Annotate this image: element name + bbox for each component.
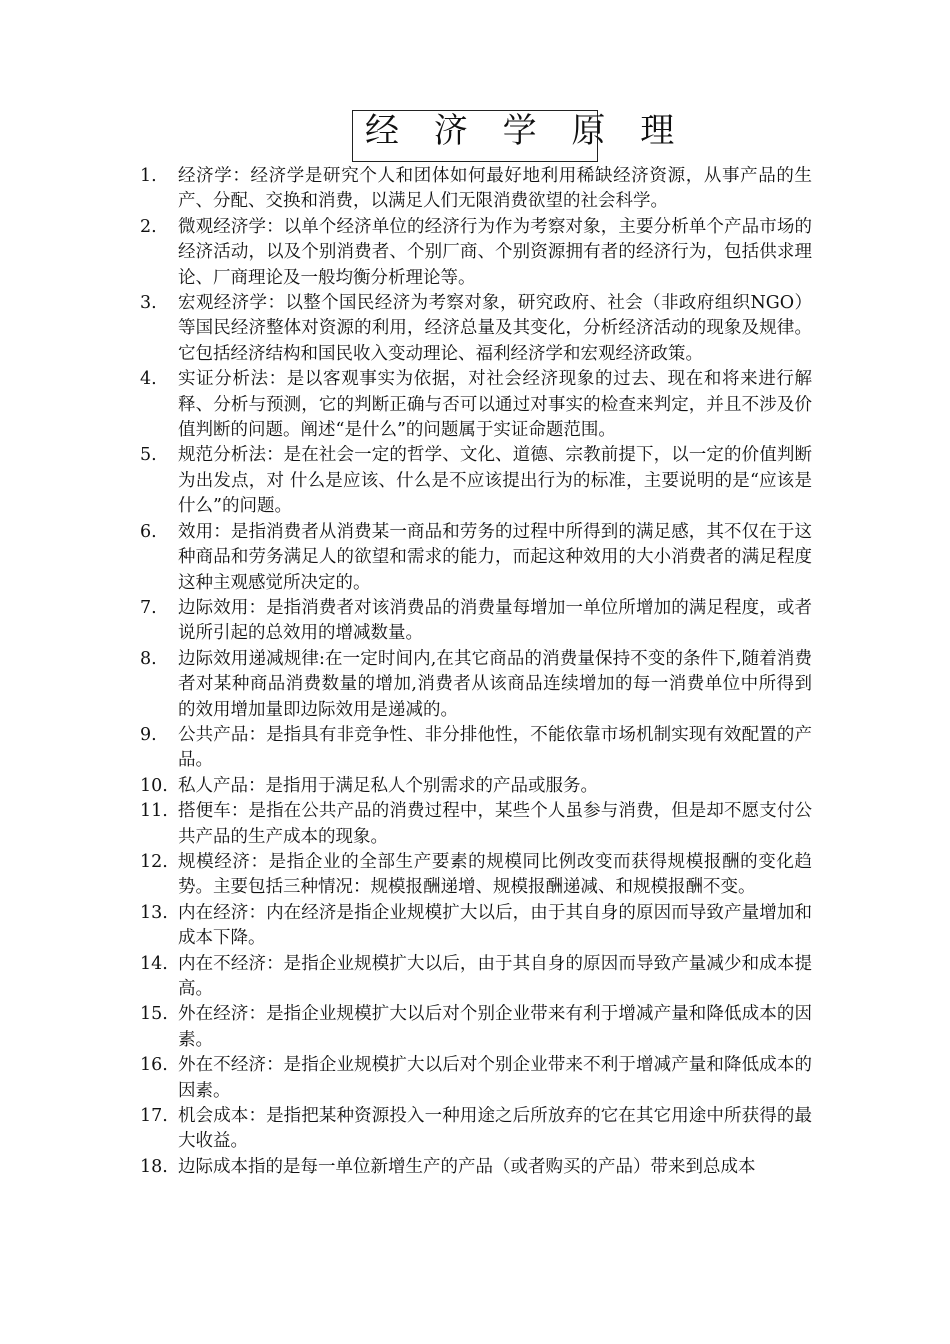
item-number: 12. [140,851,168,872]
item-text: 机会成本：是指把某种资源投入一种用途之后所放弃的它在其它用途中所获得的最大收益。 [178,1106,812,1152]
item-number: 4. [140,369,157,390]
list-item [140,1002,812,1053]
item-text: 内在经济：内在经济是指企业规模扩大以后，由于其自身的原因而导致产量增加和成本下降。 [178,902,812,949]
item-text: 规范分析法：是在社会一定的哲学、文化、道德、宗教前提下，以一定的价值判断为出发点，对 什么是应该、什么是不应该提出行为的标准，主要说明的是“应该是什么”的问题。 [178,445,812,517]
item-number: 6. [140,521,157,542]
item-number: 9. [140,724,157,745]
item-text: 外在经济：是指企业规模扩大以后对个别企业带来有利于增减产量和降低成本的因素。 [178,1004,812,1050]
item-number: 14. [140,953,168,974]
list-item [140,367,812,443]
list-item [140,1155,812,1180]
item-text: 外在不经济：是指企业规模扩大以后对个别企业带来不利于增减产量和降低成本的因素。 [178,1055,812,1101]
item-number: 10. [140,775,168,796]
item-number: 5. [140,445,157,466]
item-text: 边际效用：是指消费者对该消费品的消费量每增加一单位所增加的满足程度，或者说所引起的总效用的增减数量。 [178,597,812,644]
item-number: 2. [140,216,157,237]
item-number: 1. [140,166,157,186]
list-item [140,799,812,850]
item-text: 规模经济：是指企业的全部生产要素的规模同比例改变而获得规模报酬的变化趋势。主要包括三种情况：规模报酬递增、规模报酬递减、和规模报酬不变。 [178,851,812,898]
item-number: 15. [140,1004,168,1025]
item-number: 18. [140,1156,168,1177]
list-item [140,520,812,596]
item-text: 边际效用递减规律:在一定时间内,在其它商品的消费量保持不变的条件下,随着消费者对某种商品消费数量的增加,消费者从该商品连续增加的每一消费单位中所得到的效用增加量即边际效用是递减的。 [178,648,812,720]
list-item [140,596,812,647]
list-item [140,850,812,901]
item-number: 7. [140,597,157,618]
definition-list [140,164,812,1180]
list-item [140,774,812,799]
list-item [140,723,812,774]
title-frame [352,110,687,162]
list-item [140,952,812,1003]
item-number: 16. [140,1055,168,1076]
page-title: 经 济 学 原 理 [365,111,687,151]
item-text: 微观经济学：以单个经济单位的经济行为作为考察对象，主要分析单个产品市场的经济活动，以及个别消费者、个别厂商、个别资源拥有者的经济行为，包括供求理论、厂商理论及一般均衡分析理论等。 [178,216,812,288]
item-text: 经济学：经济学是研究个人和团体如何最好地利用稀缺经济资源，从事产品的生产、分配、交换和消费，以满足人们无限消费欲望的社会科学。 [178,166,812,212]
item-number: 11. [140,801,168,822]
item-text: 私人产品：是指用于满足私人个别需求的产品或服务。 [178,775,598,796]
list-item [140,647,812,723]
item-text: 效用：是指消费者从消费某一商品和劳务的过程中所得到的满足感，其不仅在于这种商品和劳务满足人的欲望和需求的能力，而起这种效用的大小消费者的满足程度这种主观感觉所决定的。 [178,521,812,593]
item-text: 实证分析法：是以客观事实为依据，对社会经济现象的过去、现在和将来进行解释、分析与预测，它的判断正确与否可以通过对事实的检查来判定，并且不涉及价值判断的问题。阐述“是什么”的问题属于实证命题范围。 [178,369,812,441]
list-item [140,901,812,952]
item-number: 13. [140,902,168,923]
list-item [140,215,812,291]
list-item [140,1053,812,1104]
item-number: 17. [140,1106,168,1127]
list-item [140,443,812,519]
item-text: 边际成本指的是每一单位新增生产的产品（或者购买的产品）带来到总成本 [178,1156,756,1177]
item-number: 3. [140,293,157,314]
list-item [140,1104,812,1155]
item-text: 内在不经济：是指企业规模扩大以后，由于其自身的原因而导致产量减少和成本提高。 [178,953,812,999]
item-number: 8. [140,648,157,669]
item-text: 公共产品：是指具有非竞争性、非分排他性，不能依靠市场机制实现有效配置的产品。 [178,724,812,771]
list-item [140,164,812,215]
item-text: 宏观经济学：以整个国民经济为考察对象，研究政府、社会（非政府组织NGO）等国民经济整体对资源的利用，经济总量及其变化，分析经济活动的现象及规律。它包括经济结构和国民收入变动理论、福利经济学和宏观经济政策。 [178,293,812,364]
list-item [140,291,812,367]
item-text: 搭便车：是指在公共产品的消费过程中，某些个人虽参与消费，但是却不愿支付公共产品的生产成本的现象。 [178,801,812,847]
